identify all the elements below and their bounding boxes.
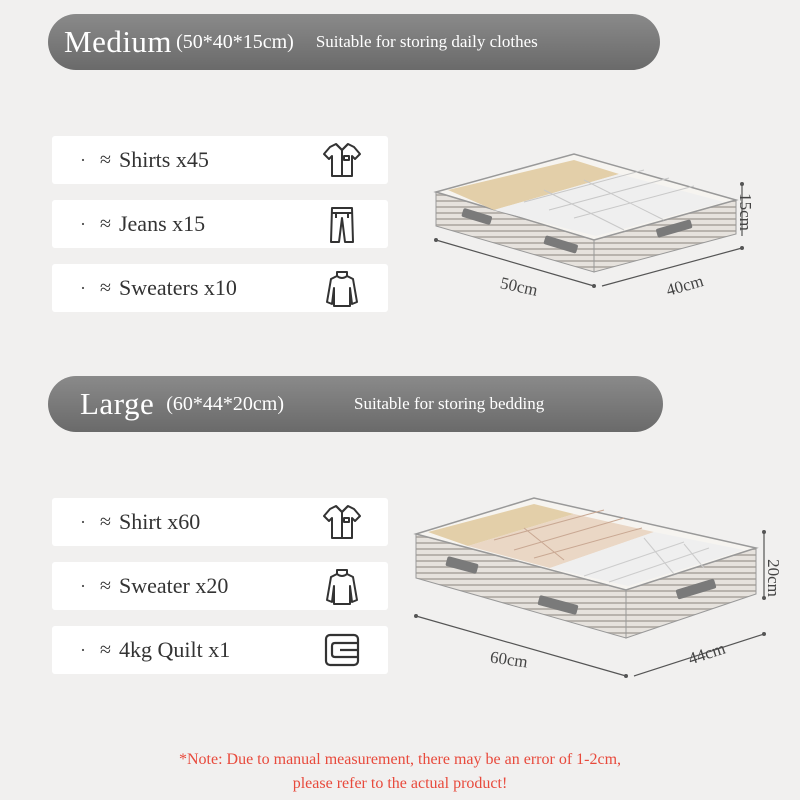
- approx-sign: ≈: [100, 148, 111, 171]
- item-label: Shirts x45: [118, 147, 209, 172]
- large-note: Suitable for storing bedding: [353, 394, 545, 413]
- large-dimensions: (60*44*20cm): [166, 392, 284, 415]
- shirt-icon: [322, 140, 362, 180]
- medium-height-label: 15cm: [735, 193, 755, 231]
- large-item-shirt: [52, 498, 388, 546]
- large-width-label: 44cm: [685, 638, 728, 669]
- footnote-line-2: please refer to the actual product!: [292, 775, 508, 792]
- large-item-quilt: [52, 626, 388, 674]
- approx-sign: ≈: [100, 510, 111, 533]
- large-size-banner: [48, 376, 663, 432]
- medium-title: Medium: [64, 24, 173, 59]
- large-item-sweater: [52, 562, 388, 610]
- medium-dimensions: (50*40*15cm): [176, 30, 294, 53]
- medium-box-illustration: [424, 140, 764, 310]
- bullet: ·: [80, 213, 86, 234]
- shirt-icon: [322, 502, 362, 542]
- medium-note: Suitable for storing daily clothes: [315, 32, 538, 51]
- approx-sign: ≈: [100, 212, 111, 235]
- large-height-label: 20cm: [763, 559, 783, 597]
- footnote-line-1: *Note: Due to manual measurement, there may be an error of 1-2cm,: [178, 751, 622, 768]
- medium-item-sweaters: [52, 264, 388, 312]
- item-label: Jeans x15: [118, 211, 206, 236]
- medium-item-jeans: [52, 200, 388, 248]
- approx-sign: ≈: [100, 638, 111, 661]
- quilt-icon: [322, 630, 362, 670]
- item-label: Shirt x60: [118, 509, 201, 534]
- medium-item-shirts: [52, 136, 388, 184]
- medium-width-label: 40cm: [663, 271, 706, 300]
- bullet: ·: [80, 149, 86, 170]
- bullet: ·: [80, 511, 86, 532]
- large-length-label: 60cm: [488, 647, 529, 672]
- item-label: Sweater x20: [118, 573, 229, 598]
- medium-length-label: 50cm: [498, 273, 540, 300]
- footnote: [0, 748, 800, 796]
- large-title: Large: [80, 386, 155, 421]
- bullet: ·: [80, 277, 86, 298]
- sweater-icon: [322, 268, 362, 308]
- medium-size-banner: [48, 14, 660, 70]
- approx-sign: ≈: [100, 276, 111, 299]
- bullet: ·: [80, 639, 86, 660]
- item-label: Sweaters x10: [118, 275, 237, 300]
- bullet: ·: [80, 575, 86, 596]
- approx-sign: ≈: [100, 574, 111, 597]
- item-label: 4kg Quilt x1: [118, 637, 231, 662]
- jeans-icon: [322, 204, 362, 244]
- sweater-icon: [322, 566, 362, 606]
- large-box-illustration: [404, 488, 794, 688]
